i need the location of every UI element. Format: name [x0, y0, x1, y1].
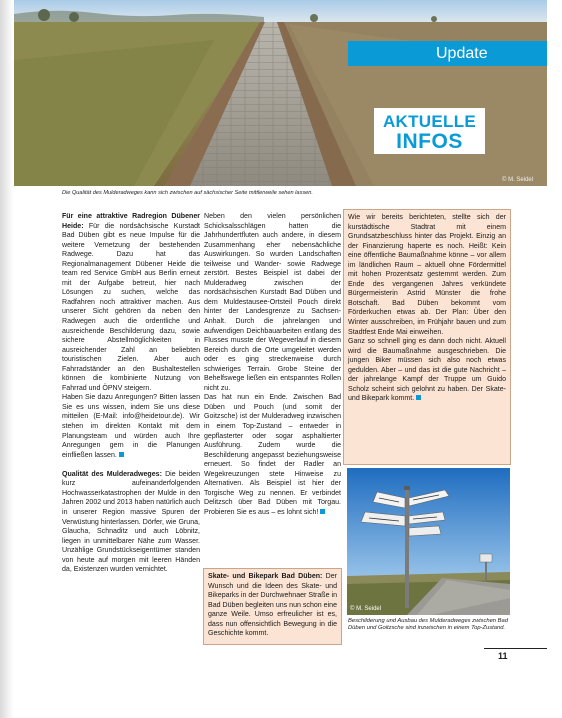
paragraph-text: Das hat nun ein Ende. Zwischen Bad Düben und Pouch (und somit der Goitzsche) ist der Mulderadweg inzwischen in einem Top-Zustand – entweder in gepflasterter oder sogar asphaltierter Ausführung. Zudem wurde die Beschilderung angepasst beziehungsweise erneuert. So findet der Radler an Wegekreuzungen stete Hinweise zu Alternativen. Als Beispiel ist hier der Torgische Weg zu nennen. Er verbindet Delitzsch über Bad Düben mit Torgau. Probieren Sie es aus – es lohnt sich! — [204, 394, 341, 516]
footer-rule — [484, 648, 547, 649]
hero-photo-illustration — [14, 0, 547, 186]
paragraph-text: Für die nordsächsische Kurstadt Bad Düben gibt es neue Impulse für die weitere Vernetzung der bestehenden Radwege. Dazu hat das Regionalmanagement Dübener Heide die team red Service GmbH aus Berlin erneut mit der Aufgabe betreut, hier nach Lösungen zu suchen, welche das Radfahren noch attraktiver machen. Aus unserer Sicht gehören da neben den Radwegen auch die ordentliche und ausreichende Beschilderung dazu, sowie sichere Abstellmöglichkeiten in ausreichender Zahl an beliebten touristischen Zielen. Aber auch Fahrradständer an den Bushaltestellen können die kombinierte Nutzung von Fahrrad und ÖPNV steigern. — [62, 222, 200, 392]
infos-line-2: INFOS — [396, 130, 463, 153]
signpost-photo-credit: © M. Seidel — [350, 606, 382, 612]
hero-photo-paved-bike-path — [14, 0, 547, 186]
signpost-illustration — [347, 468, 510, 615]
aktuelle-infos-label — [374, 108, 485, 154]
end-mark-icon — [320, 509, 325, 514]
hero-photo-credit: © M. Seidel — [502, 177, 534, 183]
box-heading: Skate- und Bikepark Bad Düben: — [208, 573, 323, 580]
skate-bikepark-continued-box — [343, 209, 511, 465]
box-text: Ganz so schnell ging es dann doch nicht. Aktuell wird die Baumaßnahme ausgeschrieben. Die jungen Biker müssen sich also noch etwas gedulden. Aber – und das ist die gute Nachricht – der jahrelange Kampf der Truppe um Guido Scholz scheint sich gelohnt zu haben. Der Skate- und Bikepark kommt. — [348, 338, 506, 403]
box-paragraph — [348, 337, 506, 404]
paragraph-heading: Für eine attraktive Radregion Dübener Heide: — [62, 213, 200, 230]
page-number: 11 — [498, 651, 508, 661]
skate-bikepark-box — [203, 568, 342, 645]
hero-caption: Die Qualität des Mulderadweges kann sich zwischen auf sächsischer Seite mittlerweile sehen lassen. — [62, 190, 313, 196]
paragraph-mulderadweg — [62, 470, 200, 575]
paragraph-ende — [204, 393, 341, 517]
end-mark-icon — [119, 452, 124, 457]
update-label: Update — [436, 45, 488, 62]
infos-line-1: AKTUELLE — [382, 112, 477, 131]
end-mark-icon — [416, 395, 421, 400]
column-2 — [204, 212, 341, 518]
column-1 — [62, 212, 200, 575]
paragraph-text: Die beiden kurz aufeinanderfolgenden Hochwasserkatastrophen der Mulde in den Jahren 2002 und 2013 haben natürlich auch in unserer Region massive Spuren der Verwüstung hinterlassen. Dörfer, wie Gruna, Glaucha, Schnaditz und auch Löbnitz, liegen in unmittelbarer Nähe zum Wasser. Unzählige Grundstückseigentümer standen von heute auf morgen mit leeren Händen da, Existenzen wurden vernichtet. — [62, 470, 200, 574]
box-paragraph: Wie wir bereits berichteten, stellte sich der kurstädtische Stadtrat mit einem Grundsatzbeschluss hinter das Projekt. Einzig an der Finanzierung haperte es noch. Heißt: Kein eine öffentliche Baumaßnahme könne – vor allem im ländlichen Raum – aktuell ohne Fördermittel mit hohen Prozentsatz gestemmt werden. Zum Ende des vergangenen Jahres verkündete Bürgermeisterin Astrid Münster die frohe Botschaft. Bad Düben bekommt vom Förderkuchen etwas ab. Der Plan: Über den Winter ausschreiben, im Frühjahr bauen und zum Stadtfest Ende Mai einweihen. — [348, 214, 506, 336]
paragraph-radregion — [62, 212, 200, 393]
paragraph-schicksal: Neben den vielen persönlichen Schicksalsschlägen hatten die Jahrhundertfluten auch andere, in diesem Zusammenhang eher nebensächliche Auswirkungen. So wurden Landschaften teilweise und Wander- sowie Radwege zerstört. Bestes Beispiel ist dabei der Mulderadweg zwischen der nordsächsischen Kurstadt Bad Düben und dem Muldestausee-Ortsteil Pouch direkt hinter der Landesgrenze zu Sachsen-Anhalt. Durch die jahrelangen und aufwendigen Deichbauarbeiten entlang des Flusses musste der Wegeverlauf in diesem Bereich durch die Orte umgeleitet werden oder es ging streckenweise durch schwieriges Terrain. Grobe Steine der Behelfswege ließen ein entspanntes Rollen nicht zu. — [204, 213, 341, 392]
update-banner — [348, 41, 547, 66]
signpost-photo — [347, 468, 510, 615]
box-text: Der Wunsch und die Ideen des Skate- und Bikeparks in der Durchwehnaer Straße in Bad Düben begleiten uns nun schon eine ganze Weile. Umso erfreulicher ist es, dass nun offensichtlich Bewegung in die Geschichte kommt. — [208, 573, 337, 638]
page-spine-shadow — [0, 0, 14, 718]
paragraph-text: Haben Sie dazu Anregungen? Bitten lassen Sie es uns wissen, indem Sie uns diese mitteilen (E-Mail: info@heidetour.de). Wir stehen im direkten Kontakt mit dem Planungsteam und würden auch Ihre Anregungen gern in die Planungen einfließen lassen. — [62, 394, 200, 459]
paragraph-heading: Qualität des Mulderadweges: — [62, 470, 162, 478]
signpost-caption: Beschilderung und Ausbau des Mulderadweges zwischen Bad Düben und Goitzsche sind inzwischen in einem Top-Zustand. — [348, 618, 508, 632]
paragraph-anregungen — [62, 393, 200, 460]
